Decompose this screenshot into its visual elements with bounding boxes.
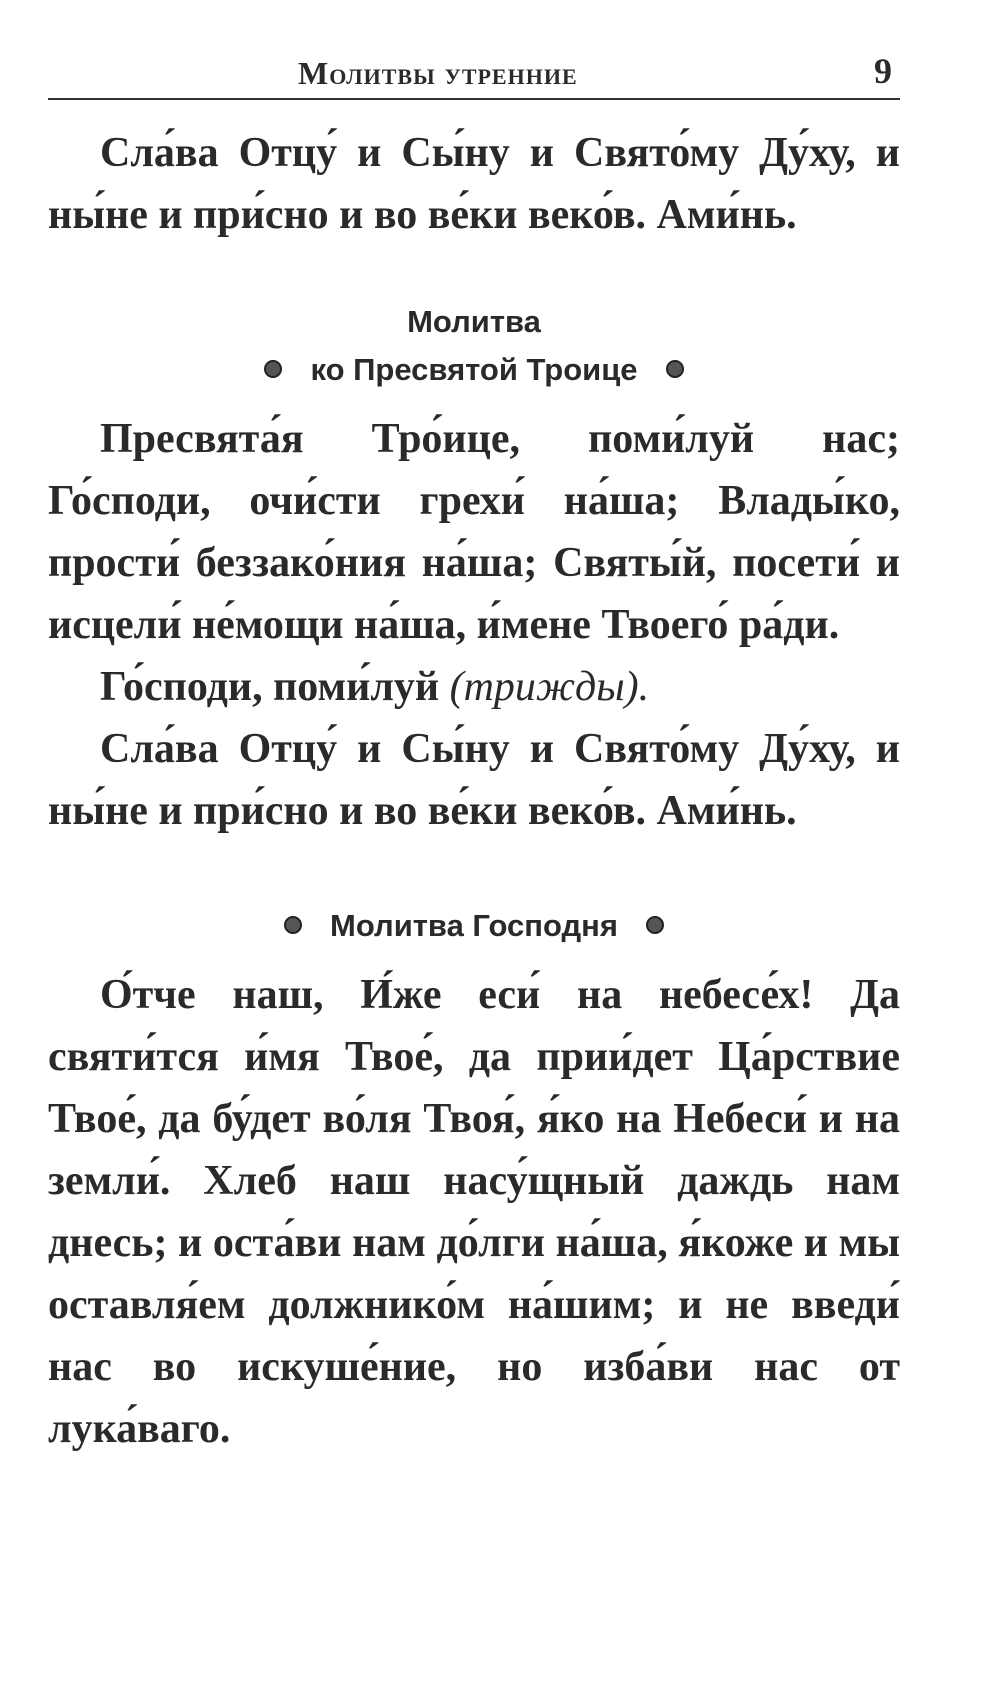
lords-prayer-heading xyxy=(48,902,900,950)
round-ornament-icon xyxy=(264,360,282,378)
lords-prayer-heading-text: Молитва Господня xyxy=(330,908,618,943)
round-ornament-icon xyxy=(284,916,302,934)
page-number: 9 xyxy=(874,51,892,91)
lords-prayer-paragraph: О́тче наш, И́же еси́ на небесе́х! Да святи́тся и́мя Твое́, да прии́дет Ца́рствие Твое́, да бу́дет во́ля Твоя́, я́ко на Небеси́ и на земли́. Хлеб наш насу́щный даждь нам днесь; и оста́ви нам до́лги на́ша, я́коже и мы оставля́ем должнико́м на́шим; и не введи́ нас во искуше́ние, но изба́ви нас от лука́ваго. xyxy=(48,972,900,1452)
rubric-note: (трижды). xyxy=(449,664,650,710)
trinity-prayer-heading-line-1: Молитва xyxy=(407,304,541,339)
trinity-prayer-paragraph: Пресвята́я Тро́ице, поми́луй нас; Го́споди, очи́сти грехи́ на́ша; Влады́ко, прости́ беззако́ния на́ша; Святы́й, посети́ и исцели́ не́мощи на́ша, и́мене Твоего́ ра́ди. xyxy=(48,416,900,648)
lord-have-mercy-paragraph xyxy=(48,656,900,718)
doxology-paragraph: Сла́ва Отцу́ и Сы́ну и Свято́му Ду́ху, и ны́не и при́сно и во ве́ки веко́в. Ами́нь. xyxy=(48,130,900,238)
round-ornament-icon xyxy=(666,360,684,378)
trinity-prayer-heading-line-2 xyxy=(48,346,900,394)
running-head xyxy=(48,40,900,100)
round-ornament-icon xyxy=(646,916,664,934)
book-page xyxy=(48,40,900,1460)
lord-have-mercy-text: Го́споди, поми́луй xyxy=(100,664,450,710)
doxology-paragraph-2: Сла́ва Отцу́ и Сы́ну и Свято́му Ду́ху, и ны́не и при́сно и во ве́ки веко́в. Ами́нь. xyxy=(48,726,900,834)
running-title: Молитвы утренние xyxy=(298,55,578,91)
trinity-prayer-heading-text: ко Пресвятой Троице xyxy=(310,352,638,387)
